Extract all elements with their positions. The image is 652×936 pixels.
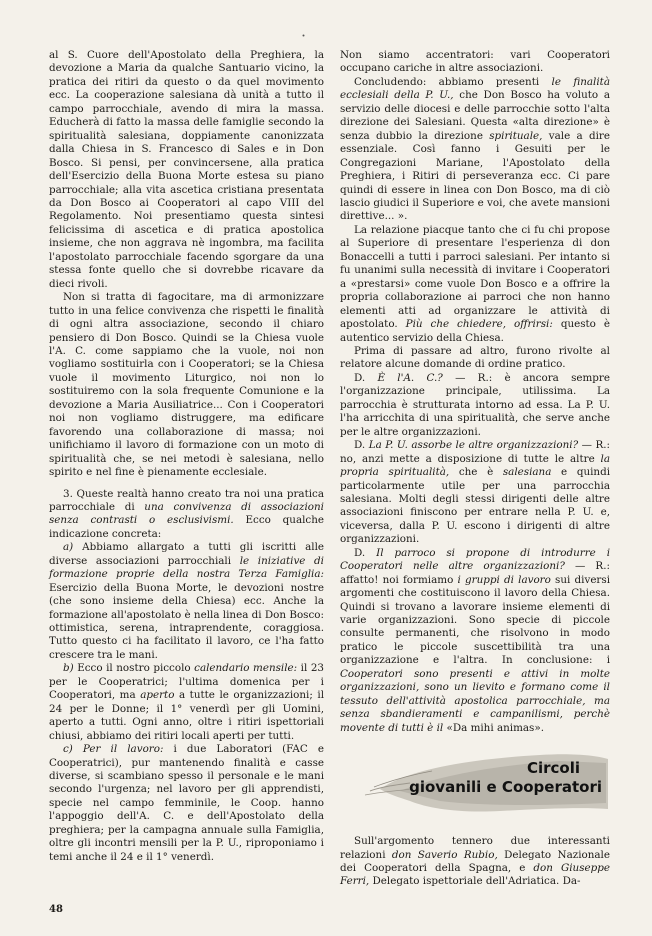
question-answer: D. Il parroco si propone di introdurre i Cooperatori nelle altre organizzazioni? — R.: affatto! noi formiamo i gruppi di lavoro sui diversi argomenti che costituiscono il lavoro della Chiesa. Quindi si trovano a lavorare insieme elementi di varie organizzazioni. Sono specie di piccole consulte permanenti, che risolvono in modo pratico le piccole suscettibilità tra una organizzazione e l'altra. In conclusione: i Cooperatori sono presenti e attivi in molte organizzazioni, sono un lievito e formano come il tessuto dell'attività apostolica parrocchiale, ma senza sbandieramenti e campanilismi, perchè movente di tutti è il «Da mihi animas». xyxy=(340,546,611,734)
banner-title-line2: giovanili e Cooperatori xyxy=(409,778,602,797)
paragraph: Non si tratta di fagocitare, ma di armonizzare tutto in una felice convivenza che rispetti le finalità di ogni altra associazione, secondo il chiaro pensiero di Don Bosco. Quindi se la Chiesa vuole l'A. C. come sappiamo che la vuole, noi non vogliamo sostituirla con i Cooperatori; se la Chiesa vuole il movimento Liturgico, noi non lo sostituiremo con la sola frequente Comunione e la devozione a Maria Ausiliatrice... Con i Cooperatori noi non vogliamo distruggere, ma edificare favorendo una collaborazione di massa; noi unifichiamo il lavoro di formazione con un moto di spiritualità che, se nei metodi è salesiana, nello spirito e nel fine è pienamente ecclesiale. xyxy=(49,291,324,479)
conclusion-paragraph: Concludendo: abbiamo presenti le finalità ecclesiali della P. U., che Don Bosco ha voluto a servizio delle diocesi e delle parrocchie sotto l'alta direzione dei Salesiani. Questa «alta direzione» è senza dubbio la direzione spirituale, vale a dire essenziale. Così fanno i Gesuiti per le Congregazioni Mariane, l'Apostolato della Preghiera, i Ritiri di perseveranza ecc. Ci pare quindi di essere in linea con Don Bosco, ma di ciò lascio giudici il Superiore e voi, che avete mansioni direttive... ». xyxy=(340,75,610,223)
point-a-paragraph: a) Abbiamo allargato a tutti gli iscritti alle diverse associazioni parrocchiali le iniziative di formazione proprie della nostra Terza Famiglia: Esercizio della Buona Morte, le devozioni nostre (che sono insieme della Chiesa) ecc. Anche la formazione all'apostolato è nella linea di Don Bosco: ottimistica, serena, intraprendente, coraggiosa. Tutto questo ci ha facilitato il lavoro, ce l'ha fatto crescere tra le mani. xyxy=(49,541,324,661)
right-column xyxy=(340,49,610,889)
left-column xyxy=(49,49,324,864)
banner-title xyxy=(409,759,602,797)
question-answer: D. La P. U. assorbe le altre organizzazioni? — R.: no, anzi mette a disposizione di tutte le altre la propria spiritualità, che è salesiana e quindi particolarmente utile per una parrocchia salesiana. Molti degli stessi dirigenti delle altre associazioni finiscono per entrare nella P. U. e, viceversa, dalla P. U. escono i dirigenti di altre organizzazioni. xyxy=(340,439,610,546)
section-3-paragraph: 3. Queste realtà hanno creato tra noi una pratica parrocchiale di una convivenza di associazioni senza contrasti o esclusivismi. Ecco qualche indicazione concreta: xyxy=(49,487,324,540)
paragraph: al S. Cuore dell'Apostolato della Preghiera, la devozione a Maria da qualche Santuario vicino, la pratica dei ritiri da questo o da quel movimento ecc. La cooperazione salesiana dà unità a tutto il campo parrocchiale, avendo di mira la massa. Educherà di fatto la massa delle famiglie secondo la spiritualità salesiana, doppiamente canonizzata dalla Chiesa in S. Francesco di Sales e in Don Bosco. Si pensi, per convincersene, alla pratica dell'Esercizio della Buona Morte estesa su piano parrocchiale; alla vita ascetica cristiana presentata da Don Bosco ai Cooperatori al capo VIII del Regolamento. Noi presentiamo questa sintesi felicissima di ascetica e di pratica apostolica insieme, che non aggrava nè ingombra, ma facilita l'apostolato parrocchiale facendo sgorgare da una stessa fonte quello che si dovrebbe ricavare da dieci rivoli. xyxy=(49,49,324,290)
ink-dot xyxy=(302,22,305,25)
paragraph: Prima di passare ad altro, furono rivolte al relatore alcune domande di ordine pratico. xyxy=(340,344,610,371)
point-b-paragraph: b) Ecco il nostro piccolo calendario mensile: il 23 per le Cooperatrici; l'ultima domenica per i Cooperatori, ma aperto a tutte le organizzazioni; il 24 per le Donne; il 1° venerdì per gli Uomini, aperto a tutti. Ogni anno, oltre i ritiri ispettoriali chiusi, abbiamo dei ritiri locali aperti per tutti. xyxy=(49,662,324,742)
point-c-paragraph: c) Per il lavoro: i due Laboratori (FAC e Cooperatrici), pur mantenendo finalità e casse diverse, si scambiano spesso il personale e le mani secondo l'urgenza; nel lavoro per gli apprendisti, specie nel campo femminile, le Coop. hanno l'appoggio dell'A. C. e dell'Apostolato della preghiera; per la campagna annuale sulla Famiglia, oltre gli incontri mensili per la P. U., riproponiamo i temi anche il 24 e il 1° venerdì. xyxy=(49,743,324,863)
paragraph: La relazione piacque tanto che ci fu chi propose al Superiore di presentare l'esperienza di don Bonaccelli a tutti i parroci salesiani. Per intanto si fu unanimi sulla necessità di invitare i Cooperatori a «prestarsi» come vuole Don Bosco e a offrire la propria collaborazione ai parroci che non hanno elementi atti ad organizzare le attività di apostolato. Più che chiedere, offrirsi: questo è autentico servizio della Chiesa. xyxy=(340,223,610,344)
section-banner xyxy=(340,747,610,817)
page-number: 48 xyxy=(49,904,63,915)
paragraph: Non siamo accentratori: vari Cooperatori occupano cariche in altre associazioni. xyxy=(340,49,610,75)
paragraph: Sull'argomento tennero due interessanti relazioni don Saverio Rubio, Delegato Nazionale dei Cooperatori della Spagna, e don Giuseppe Ferri, Delegato ispettoriale dell'Adriatica. Da- xyxy=(340,835,610,888)
banner-title-line1: Circoli xyxy=(526,759,580,778)
question-answer: D. È l'A. C.? — R.: è ancora sempre l'organizzazione principale, utilissima. La parrocchia è strutturata intorno ad essa. La P. U. l'ha arricchita di una spiritualità, che serve anche per le altre organizzazioni. xyxy=(340,371,610,438)
